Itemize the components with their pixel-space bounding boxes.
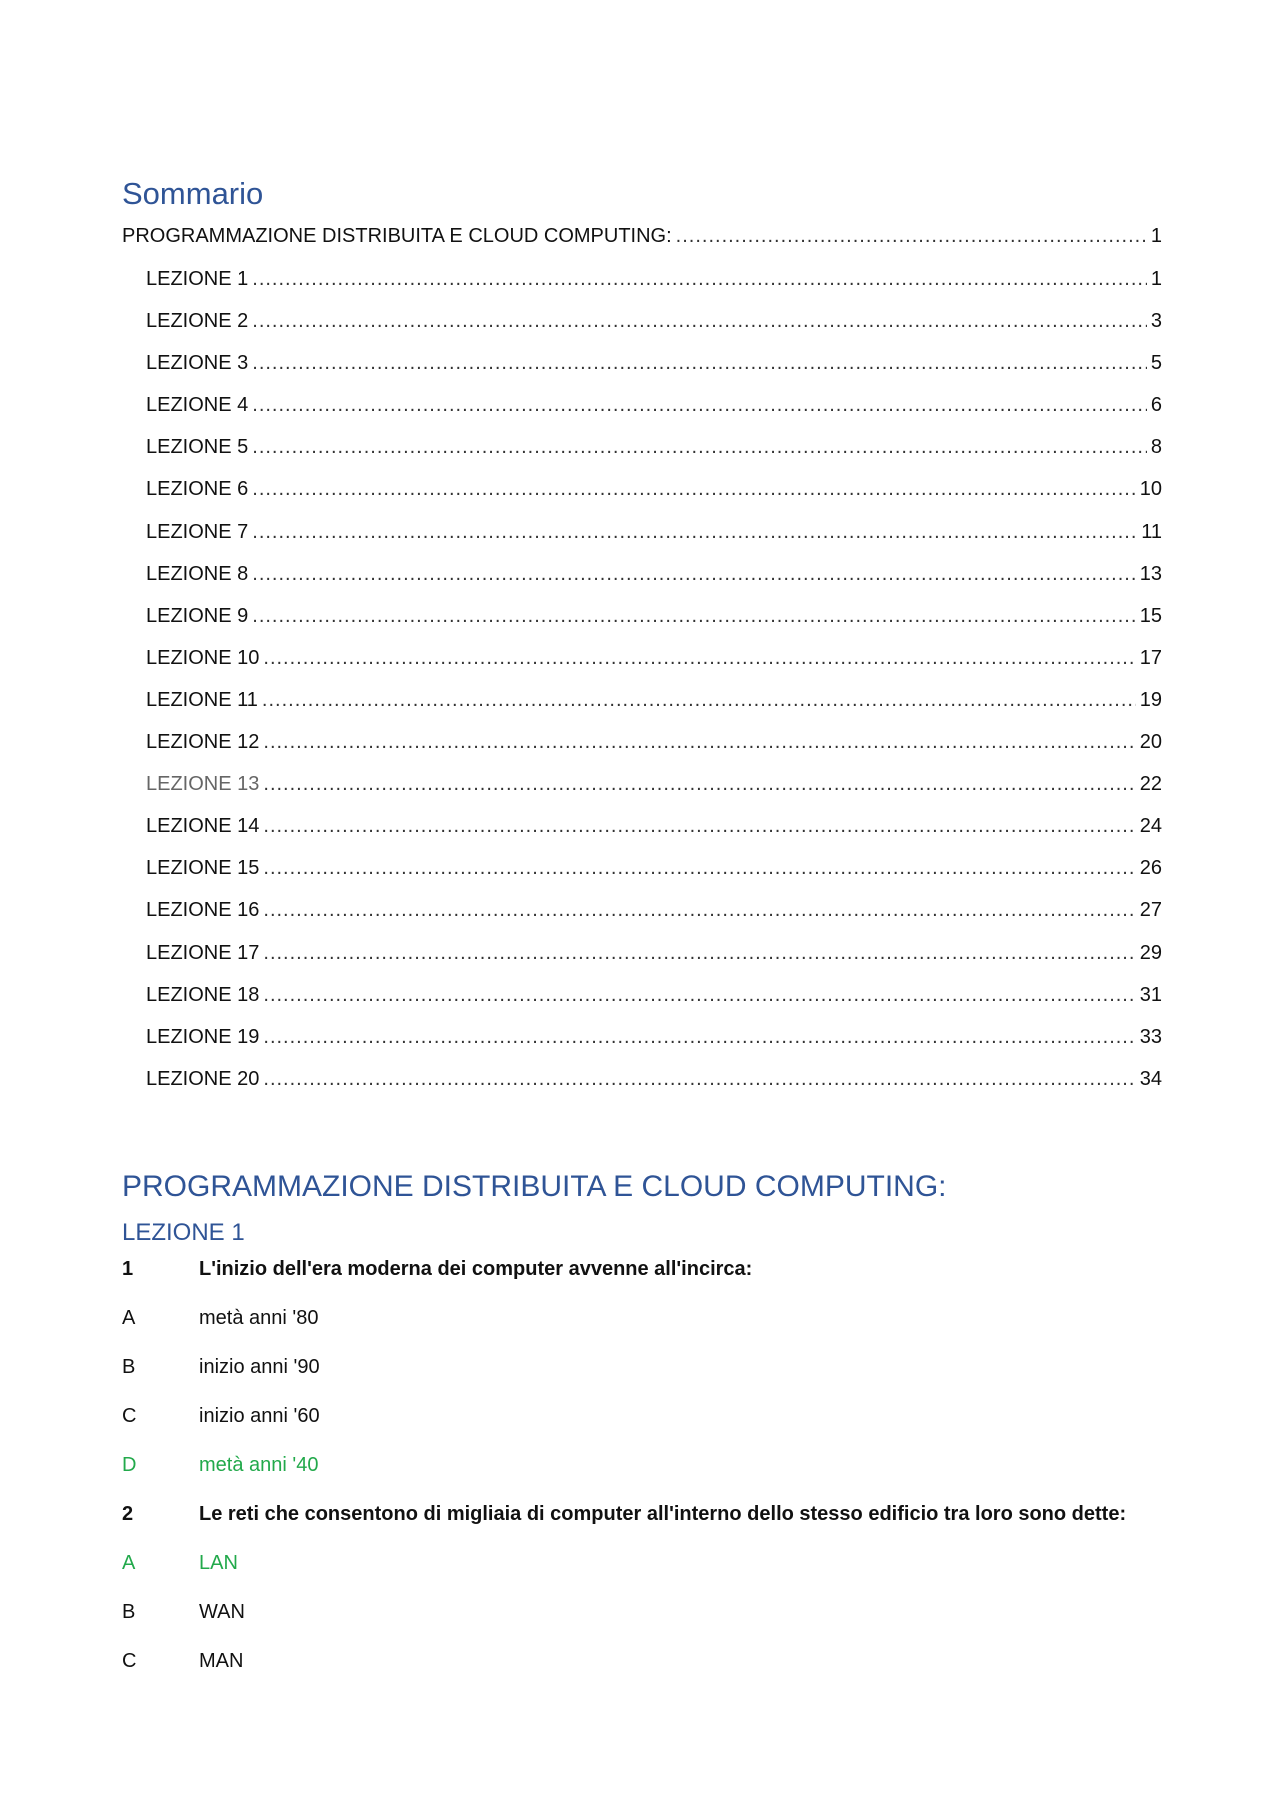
toc-entry[interactable] [146, 770, 1162, 798]
toc-leader-dots [263, 728, 1135, 756]
answer-option [122, 1597, 1162, 1627]
toc-leader-dots [263, 644, 1135, 672]
option-key: A [122, 1552, 136, 1574]
toc-leader-dots [252, 307, 1147, 335]
option-text: MAN [199, 1650, 244, 1672]
toc-entry-label: LEZIONE 14 [146, 815, 260, 837]
toc-entry[interactable] [146, 307, 1162, 335]
toc-leader-dots [263, 854, 1135, 882]
toc-entry[interactable] [146, 854, 1162, 882]
question-row [122, 1254, 1162, 1284]
lesson-title: LEZIONE 1 [122, 1219, 245, 1246]
toc-entry-page: 31 [1139, 984, 1162, 1006]
toc-entry-label: LEZIONE 7 [146, 521, 249, 543]
question-number: 2 [122, 1503, 134, 1525]
option-text: inizio anni '90 [199, 1356, 320, 1378]
toc-entry-page: 3 [1150, 310, 1162, 332]
question-row [122, 1499, 1162, 1529]
toc-entry-page: 27 [1139, 899, 1162, 921]
toc-entry[interactable] [146, 896, 1162, 924]
toc-entry-page: 24 [1139, 815, 1162, 837]
toc-leader-dots [262, 686, 1136, 714]
toc-entry-label: LEZIONE 12 [146, 731, 260, 753]
toc-entry[interactable] [146, 475, 1162, 503]
toc-entry-label: PROGRAMMAZIONE DISTRIBUITA E CLOUD COMPUTING: [122, 225, 672, 247]
toc-entry-page: 15 [1139, 605, 1162, 627]
toc-leader-dots [263, 981, 1135, 1009]
toc-entry-label: LEZIONE 20 [146, 1068, 260, 1090]
toc-entry-label: LEZIONE 19 [146, 1026, 260, 1048]
toc-leader-dots [263, 1065, 1135, 1093]
toc-entry-label: LEZIONE 16 [146, 899, 260, 921]
toc-entry-page: 33 [1139, 1026, 1162, 1048]
option-text: inizio anni '60 [199, 1405, 320, 1427]
toc-entry[interactable] [146, 602, 1162, 630]
toc-entry[interactable] [146, 391, 1162, 419]
toc-entry-label: LEZIONE 17 [146, 942, 260, 964]
toc-leader-dots [252, 265, 1147, 293]
toc-entry-label: LEZIONE 11 [146, 689, 258, 711]
toc-leader-dots [252, 349, 1147, 377]
toc-entry[interactable] [146, 265, 1162, 293]
toc-entry[interactable] [146, 939, 1162, 967]
toc-entry-label: LEZIONE 2 [146, 310, 249, 332]
toc-entry-page: 34 [1139, 1068, 1162, 1090]
toc-entry-page: 8 [1150, 436, 1162, 458]
answer-option-correct [122, 1548, 1162, 1578]
toc-entry-page: 17 [1139, 647, 1162, 669]
toc-leader-dots [263, 1023, 1135, 1051]
toc-entry-page: 11 [1141, 521, 1162, 543]
toc-entry-label: LEZIONE 6 [146, 478, 249, 500]
question-text: Le reti che consentono di migliaia di computer all'interno dello stesso edificio tra loro sono dette: [199, 1503, 1127, 1525]
toc-leader-dots [252, 475, 1135, 503]
toc-entry-page: 5 [1150, 352, 1162, 374]
toc-leader-dots [263, 896, 1135, 924]
question-text: L'inizio dell'era moderna dei computer avvenne all'incirca: [199, 1258, 753, 1280]
toc-entry-label: LEZIONE 9 [146, 605, 249, 627]
toc-title: Sommario [122, 176, 264, 211]
toc-entry-page: 10 [1139, 478, 1162, 500]
toc-entry[interactable] [146, 728, 1162, 756]
toc-entry[interactable] [146, 1023, 1162, 1051]
option-key: B [122, 1356, 136, 1378]
toc-entry-label: LEZIONE 1 [146, 268, 249, 290]
toc-entry-label: LEZIONE 8 [146, 563, 249, 585]
toc-entry[interactable] [146, 1065, 1162, 1093]
toc-leader-dots [252, 560, 1135, 588]
option-text: LAN [199, 1552, 238, 1574]
option-text: metà anni '80 [199, 1307, 319, 1329]
toc-entry-page: 1 [1150, 225, 1162, 247]
toc-leader-dots [252, 602, 1135, 630]
option-text: WAN [199, 1601, 245, 1623]
toc-entry-page: 13 [1139, 563, 1162, 585]
toc-entry-label: LEZIONE 13 [146, 773, 260, 795]
option-key: C [122, 1405, 137, 1427]
toc-entry-label: LEZIONE 18 [146, 984, 260, 1006]
toc-leader-dots [263, 939, 1135, 967]
toc-entry[interactable] [146, 981, 1162, 1009]
toc-entry-label: LEZIONE 5 [146, 436, 249, 458]
answer-option-correct [122, 1450, 1162, 1480]
toc-entry-page: 1 [1150, 268, 1162, 290]
answer-option [122, 1401, 1162, 1431]
answer-option [122, 1352, 1162, 1382]
toc-entry[interactable] [146, 812, 1162, 840]
toc-leader-dots [263, 812, 1135, 840]
option-text: metà anni '40 [199, 1454, 319, 1476]
option-key: B [122, 1601, 136, 1623]
toc-entry[interactable] [146, 349, 1162, 377]
answer-option [122, 1646, 1162, 1676]
toc-entry[interactable] [146, 560, 1162, 588]
toc-entry[interactable] [146, 518, 1162, 546]
toc-entry-page: 20 [1139, 731, 1162, 753]
toc-leader-dots [676, 222, 1147, 250]
question-number: 1 [122, 1258, 134, 1280]
toc-entry-label: LEZIONE 15 [146, 857, 260, 879]
toc-entry[interactable] [146, 433, 1162, 461]
toc-entry-label: LEZIONE 10 [146, 647, 260, 669]
toc-leader-dots [252, 391, 1147, 419]
toc-leader-dots [263, 770, 1135, 798]
answer-option [122, 1303, 1162, 1333]
toc-entry[interactable] [146, 686, 1162, 714]
toc-leader-dots [252, 433, 1147, 461]
toc-entry[interactable] [122, 222, 1162, 250]
option-key: C [122, 1650, 137, 1672]
toc-entry-page: 6 [1150, 394, 1162, 416]
toc-entry-page: 19 [1139, 689, 1162, 711]
toc-entry[interactable] [146, 644, 1162, 672]
toc-entry-label: LEZIONE 4 [146, 394, 249, 416]
option-key: A [122, 1307, 136, 1329]
toc-entry-page: 22 [1139, 773, 1162, 795]
toc-entry-label: LEZIONE 3 [146, 352, 249, 374]
toc-entry-page: 29 [1139, 942, 1162, 964]
option-key: D [122, 1454, 137, 1476]
toc-entry-page: 26 [1139, 857, 1162, 879]
document-title: PROGRAMMAZIONE DISTRIBUITA E CLOUD COMPUTING: [122, 1170, 947, 1203]
toc-leader-dots [252, 518, 1137, 546]
